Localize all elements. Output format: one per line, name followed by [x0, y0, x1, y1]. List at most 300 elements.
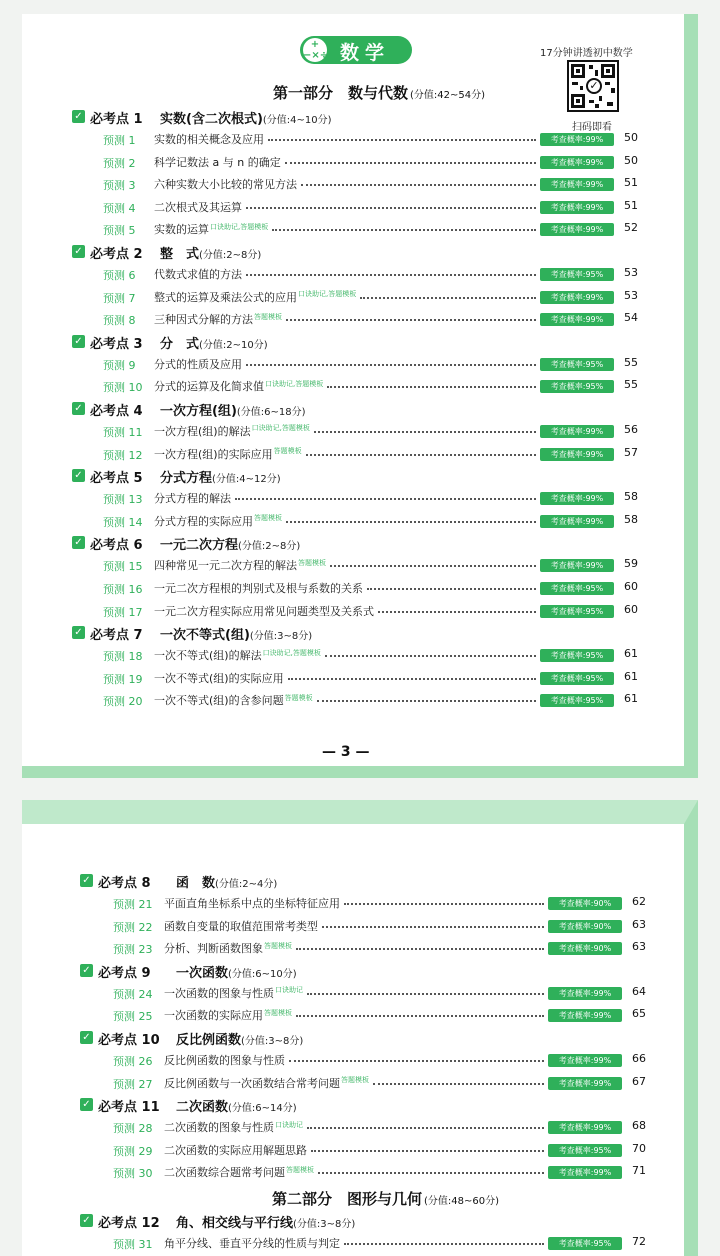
section-title-text: 分 式: [160, 336, 200, 352]
item-title: [154, 266, 242, 282]
item-title: [164, 1119, 303, 1135]
toc-item[interactable]: [113, 1141, 646, 1161]
leader-dots: [306, 454, 536, 456]
section-label: 必考点 2: [90, 247, 143, 262]
section-score: (分值:2~10分): [199, 339, 268, 351]
leader-dots: [246, 274, 536, 276]
leader-dots: [327, 386, 536, 388]
page-number: 61: [624, 669, 638, 683]
item-label: 预测 30: [113, 1167, 153, 1181]
item-title-text: 整式的运算及乘法公式的应用: [154, 290, 297, 304]
section-title-text: 二次函数: [176, 1100, 229, 1116]
item-title: [154, 378, 323, 394]
item-label: 预测 19: [103, 672, 143, 686]
probability-badge: 考查概率:99%: [548, 987, 622, 1000]
item-note: 口诀助记,答题模板: [298, 289, 357, 298]
section-title: [160, 108, 332, 127]
section-label: 必考点 10: [98, 1033, 160, 1048]
leader-dots: [317, 700, 536, 702]
section-header: [80, 1096, 656, 1116]
item-label: 预测 22: [113, 920, 153, 934]
section-score: (分值:6~14分): [228, 1103, 297, 1115]
item-title-text: 角平分线、垂直平分线的性质与判定: [164, 1237, 340, 1250]
item-title: [164, 985, 303, 1001]
item-title-text: 分式的运算及化简求值: [154, 380, 264, 394]
leader-dots: [296, 1015, 544, 1017]
toc-item[interactable]: [103, 646, 638, 666]
checkbox-icon: ✓: [80, 964, 93, 977]
item-label: 预测 17: [103, 605, 143, 619]
leader-dots: [344, 1243, 544, 1245]
item-title-text: 实数的运算: [154, 223, 209, 237]
section-title-text: 一元二次方程: [160, 538, 239, 554]
item-title-text: 一元二次方程根的判别式及根与系数的关系: [154, 582, 363, 595]
checkbox-icon: ✓: [72, 245, 85, 258]
probability-badge: 考查概率:99%: [548, 1077, 622, 1090]
item-title-text: 二次函数的实际应用解题思路: [164, 1143, 307, 1157]
leader-dots: [311, 1150, 544, 1152]
probability-badge: 考查概率:95%: [540, 380, 614, 393]
section-title-text: 反比例函数: [176, 1033, 242, 1048]
part-title-text: 第二部分 图形与几何: [272, 1190, 423, 1208]
leader-dots: [373, 1083, 544, 1085]
item-label: 预测 1: [103, 134, 136, 147]
item-title-text: 三种因式分解的方法: [154, 313, 253, 327]
item-note: 口诀助记,答题模板: [251, 424, 310, 433]
probability-badge: 考查概率:95%: [540, 358, 614, 371]
item-title-text: 一次方程(组)的解法: [154, 425, 251, 438]
leader-dots: [235, 498, 536, 500]
math-operators-icon: +−×÷: [303, 39, 329, 61]
leader-dots: [296, 948, 544, 950]
item-title-text: 反比例函数与一次函数结合常考问题: [164, 1076, 340, 1090]
section-title: [176, 872, 277, 891]
item-title: [164, 1235, 340, 1251]
page-number: 60: [624, 602, 638, 616]
toc-item[interactable]: [103, 265, 638, 285]
item-note: 答题模板: [286, 1165, 314, 1174]
toc-item[interactable]: [103, 153, 638, 173]
section-title-text: 一次方程(组): [160, 404, 237, 419]
item-title: [154, 221, 268, 237]
item-title-text: 四种常见一元二次方程的解法: [154, 559, 297, 573]
probability-badge: 考查概率:99%: [540, 156, 614, 169]
section-header: [72, 467, 648, 487]
item-note: 口诀助记: [275, 986, 303, 995]
page-number: 68: [632, 1119, 646, 1133]
section-title-text: 分式方程: [160, 471, 213, 487]
item-note: 口诀助记,答题模板: [210, 222, 269, 231]
item-title-text: 一次方程(组)的实际应用: [154, 447, 273, 461]
section-title-text: 角、相交线与平行线: [176, 1216, 294, 1231]
section-title: [160, 400, 306, 419]
item-title: [164, 895, 340, 911]
item-label: 预测 24: [113, 987, 153, 1001]
item-title: [154, 154, 281, 170]
checkbox-icon: ✓: [80, 1214, 93, 1227]
item-title: [164, 1142, 307, 1158]
item-label: 预测 5: [103, 224, 136, 238]
item-note: 口诀助记,答题模板: [262, 648, 321, 657]
item-note: 答题模板: [273, 446, 302, 455]
section-header: [72, 624, 648, 644]
leader-dots: [272, 229, 536, 231]
part-title: [272, 1188, 499, 1209]
qr-code-icon[interactable]: [567, 60, 619, 112]
item-note: 答题模板: [284, 693, 313, 702]
probability-badge: 考查概率:95%: [540, 694, 614, 707]
section-label: 必考点 1: [90, 112, 143, 127]
item-note: 答题模板: [254, 514, 282, 523]
probability-badge: 考查概率:99%: [540, 515, 614, 528]
probability-badge: 考查概率:99%: [540, 425, 614, 438]
item-label: 预测 26: [113, 1055, 153, 1068]
item-title: [154, 580, 363, 596]
toc-item[interactable]: [113, 1006, 646, 1026]
item-title-text: 一次函数的图象与性质: [164, 986, 274, 1000]
toc-item[interactable]: [113, 917, 646, 937]
item-label: 预测 27: [113, 1077, 153, 1091]
item-title: [164, 1164, 314, 1180]
item-title: [154, 557, 326, 573]
item-label: 预测 13: [103, 493, 143, 507]
toc-item[interactable]: [113, 1074, 646, 1094]
checkbox-icon: ✓: [72, 335, 85, 348]
item-label: 预测 14: [103, 515, 143, 529]
section-label: 必考点 8: [98, 876, 151, 891]
section-label: 必考点 3: [90, 336, 143, 352]
section-label: 必考点 4: [90, 404, 143, 419]
section-header: [80, 1212, 656, 1232]
item-label: 预测 25: [113, 1010, 153, 1024]
page-number: 51: [624, 176, 638, 190]
subject-title: 数学: [340, 42, 391, 64]
toc-item[interactable]: [103, 220, 638, 240]
item-label: 预测 9: [103, 358, 136, 372]
leader-dots: [286, 521, 536, 523]
toc-item[interactable]: [103, 310, 638, 330]
check-mark-icon: ✓: [586, 78, 602, 94]
leader-dots: [367, 588, 536, 590]
leader-dots: [318, 1172, 544, 1174]
section-title-text: 实数(含二次根式): [160, 112, 263, 127]
leader-dots: [301, 184, 536, 186]
section-label: 必考点 12: [98, 1216, 160, 1231]
section-title-text: 函 数: [176, 876, 216, 891]
item-label: 预测 8: [103, 314, 136, 328]
section-header: [72, 534, 648, 554]
checkbox-icon: ✓: [80, 1031, 93, 1044]
item-note: 口诀助记,答题模板: [265, 379, 324, 388]
toc-item[interactable]: [103, 288, 638, 308]
section-title: [160, 333, 268, 352]
page-number: — 3 —: [322, 744, 370, 760]
leader-dots: [289, 1060, 544, 1062]
leader-dots: [314, 431, 536, 433]
page-number: 50: [624, 131, 638, 144]
item-title: [154, 513, 282, 529]
toc-item[interactable]: [103, 445, 638, 465]
section-score: (分值:2~4分): [215, 879, 278, 890]
item-label: 预测 11: [103, 426, 143, 439]
item-label: 预测 6: [103, 269, 136, 282]
probability-badge: 考查概率:90%: [548, 897, 622, 910]
page-number: 58: [624, 490, 638, 504]
item-title: [154, 603, 374, 619]
item-title-text: 二次函数综合题常考问题: [164, 1166, 285, 1180]
section-score: (分值:4~10分): [262, 115, 332, 126]
toc-item[interactable]: [103, 669, 638, 689]
toc-item[interactable]: [103, 512, 638, 532]
item-title-text: 分式方程的实际应用: [154, 514, 253, 528]
checkbox-icon: ✓: [72, 110, 85, 123]
page-number: 58: [624, 512, 638, 526]
leader-dots: [330, 565, 536, 567]
leader-dots: [344, 903, 544, 905]
probability-badge: 考查概率:99%: [540, 223, 614, 236]
item-label: 预测 23: [113, 943, 153, 957]
item-label: 预测 18: [103, 650, 143, 664]
item-title: [154, 446, 302, 462]
section-title-text: 一次不等式(组): [160, 628, 250, 644]
leader-dots: [307, 993, 544, 995]
item-title: [154, 490, 231, 506]
probability-badge: 考查概率:99%: [540, 559, 614, 572]
checkbox-icon: ✓: [80, 1098, 93, 1111]
section-header: [80, 872, 656, 892]
checkbox-icon: ✓: [72, 402, 85, 415]
probability-badge: 考查概率:95%: [548, 1237, 622, 1250]
item-title-text: 六种实数大小比较的常见方法: [154, 178, 297, 192]
section-label: 必考点 7: [90, 628, 143, 644]
section-title-text: 整 式: [160, 247, 200, 262]
item-title: [154, 199, 242, 215]
checkbox-icon: ✓: [72, 469, 85, 482]
item-label: 预测 7: [103, 291, 136, 305]
checkbox-icon: ✓: [72, 626, 85, 639]
toc-item[interactable]: [103, 422, 638, 442]
probability-badge: 考查概率:99%: [548, 1166, 622, 1179]
probability-badge: 考查概率:99%: [548, 1121, 622, 1134]
page-number: 57: [624, 445, 638, 459]
section-header: [72, 243, 648, 263]
item-note: 答题模板: [254, 312, 282, 321]
section-score: (分值:2~8分): [199, 250, 262, 261]
section-score: (分值:4~12分): [212, 474, 281, 486]
page-number: 63: [632, 940, 646, 954]
item-title-text: 二次函数的图象与性质: [164, 1121, 274, 1135]
page-number: 64: [632, 984, 646, 998]
item-label: 预测 2: [103, 156, 136, 170]
page-number: 55: [624, 378, 638, 392]
item-label: 预测 16: [103, 583, 143, 596]
item-title: [164, 940, 292, 956]
leader-dots: [378, 611, 536, 613]
probability-badge: 考查概率:95%: [540, 605, 614, 618]
probability-badge: 考查概率:99%: [540, 313, 614, 326]
section-title: [160, 467, 281, 486]
page-number: 52: [624, 221, 638, 235]
section-header: [80, 962, 656, 982]
probability-badge: 考查概率:99%: [540, 133, 614, 146]
toc-item[interactable]: [103, 198, 638, 218]
probability-badge: 考查概率:99%: [540, 492, 614, 505]
page-number: 50: [624, 153, 638, 167]
leader-dots: [268, 139, 536, 141]
toc-item[interactable]: [103, 377, 638, 397]
probability-badge: 考查概率:99%: [540, 448, 614, 461]
item-title-text: 二次根式及其运算: [154, 200, 242, 214]
item-title-text: 一元二次方程实际应用常见问题类型及关系式: [154, 604, 374, 618]
item-title-text: 一次不等式(组)的含参问题: [154, 694, 284, 708]
toc-item[interactable]: [113, 1051, 646, 1071]
probability-badge: 考查概率:99%: [540, 201, 614, 214]
item-label: 预测 29: [113, 1144, 153, 1158]
leader-dots: [322, 926, 544, 928]
page-number: 61: [624, 647, 638, 661]
item-title-text: 分式的性质及应用: [154, 357, 242, 371]
item-title-text: 一次不等式(组)的实际应用: [154, 671, 284, 685]
item-label: 预测 21: [113, 898, 153, 911]
section-title: [176, 962, 297, 981]
item-title-text: 分析、判断函数图象: [164, 942, 263, 956]
checkbox-icon: ✓: [80, 874, 93, 887]
section-label: 必考点 5: [90, 471, 143, 487]
part-title: 第一部分 数与代数 (分值:42~54分): [273, 84, 486, 102]
item-label: 预测 12: [103, 448, 143, 462]
item-title-text: 一次不等式(组)的解法: [154, 649, 262, 663]
toc-item[interactable]: [113, 1163, 646, 1183]
page-number: 65: [632, 1007, 646, 1021]
item-title: [164, 1007, 292, 1023]
leader-dots: [285, 162, 536, 164]
item-label: 预测 20: [103, 695, 143, 709]
section-title: [160, 624, 312, 643]
toc-item[interactable]: [113, 984, 646, 1004]
section-score: (分值:3~8分): [241, 1036, 304, 1047]
item-note: 答题模板: [341, 1075, 369, 1084]
qr-scan-label: 扫码即看: [572, 122, 612, 133]
page-number: 62: [632, 895, 646, 908]
item-title-text: 代数式求值的方法: [154, 268, 242, 281]
probability-badge: 考查概率:95%: [540, 268, 614, 281]
toc-item[interactable]: [103, 602, 638, 622]
item-title-text: 函数自变量的取值范围常考类型: [164, 919, 318, 933]
item-title: [154, 423, 310, 439]
item-title: [154, 692, 313, 708]
section-header: [72, 108, 648, 128]
section-title: [176, 1029, 303, 1048]
probability-badge: 考查概率:95%: [540, 649, 614, 662]
item-note: 口诀助记: [275, 1120, 303, 1129]
item-title: [164, 1075, 369, 1091]
toc-item[interactable]: [113, 1234, 646, 1254]
toc-item[interactable]: [103, 130, 638, 150]
section-score: (分值:6~10分): [228, 968, 297, 980]
section-title: [176, 1212, 355, 1231]
subject-header: [300, 36, 412, 64]
toc-item[interactable]: [113, 1118, 646, 1138]
item-note: 答题模板: [298, 558, 326, 567]
item-label: 预测 15: [103, 560, 143, 574]
item-title-text: 分式方程的解法: [154, 492, 231, 506]
section-header: [72, 400, 648, 420]
item-title-text: 一次函数的实际应用: [164, 1009, 263, 1023]
item-title: [164, 918, 318, 934]
section-score: (分值:2~8分): [238, 541, 301, 553]
section-score: (分值:3~8分): [249, 631, 313, 643]
probability-badge: 考查概率:95%: [540, 582, 614, 595]
section-label: 必考点 9: [98, 965, 151, 981]
page-number: 56: [624, 423, 638, 436]
item-title: [164, 1052, 285, 1068]
toc-item[interactable]: [103, 175, 638, 195]
probability-badge: 考查概率:90%: [548, 920, 622, 933]
toc-item[interactable]: [103, 355, 638, 375]
page-number: 70: [632, 1141, 646, 1155]
toc-page-2: [22, 800, 698, 1256]
item-label: 预测 28: [113, 1122, 153, 1136]
section-title: [160, 534, 300, 553]
section-title: [160, 243, 261, 262]
leader-dots: [288, 678, 536, 680]
leader-dots: [307, 1127, 544, 1129]
probability-badge: 考查概率:99%: [548, 1009, 622, 1022]
item-title-text: 反比例函数的图象与性质: [164, 1054, 285, 1067]
page-number: 59: [624, 557, 638, 571]
toc-item[interactable]: [113, 894, 646, 914]
toc-item[interactable]: [103, 489, 638, 509]
probability-badge: 考查概率:90%: [548, 942, 622, 955]
page-number: 61: [624, 692, 638, 706]
page-number: 53: [624, 288, 638, 302]
page-number: 71: [632, 1164, 646, 1178]
leader-dots: [246, 207, 536, 209]
item-title-text: 平面直角坐标系中点的坐标特征应用: [164, 897, 340, 910]
page-number: 54: [624, 311, 638, 325]
item-label: 预测 31: [113, 1238, 153, 1251]
page-number: 60: [624, 580, 638, 593]
page-number: 67: [632, 1074, 646, 1088]
leader-dots: [246, 364, 536, 366]
toc-item[interactable]: [103, 556, 638, 576]
item-label: 预测 10: [103, 381, 143, 395]
section-label: 必考点 11: [98, 1100, 160, 1116]
toc-item[interactable]: [103, 579, 638, 599]
item-note: 答题模板: [264, 941, 292, 950]
page-number: 63: [632, 917, 646, 931]
toc-item[interactable]: [103, 691, 638, 711]
item-title: [154, 356, 242, 372]
qr-caption: 17分钟讲透初中数学: [540, 48, 633, 59]
page-number: 55: [624, 355, 638, 369]
toc-item[interactable]: [113, 939, 646, 959]
item-title-text: 实数的相关概念及应用: [154, 133, 264, 146]
probability-badge: 考查概率:99%: [548, 1054, 622, 1067]
probability-badge: 考查概率:99%: [540, 291, 614, 304]
section-score: (分值:6~18分): [236, 407, 306, 418]
item-title-text: 科学记数法 a 与 n 的确定: [154, 155, 281, 169]
section-header: [72, 333, 648, 353]
page-number: 72: [632, 1235, 646, 1248]
toc-page-1: [22, 14, 698, 778]
leader-dots: [325, 655, 536, 657]
item-title: [154, 311, 282, 327]
item-title: [154, 670, 284, 686]
leader-dots: [360, 297, 536, 299]
page-number: 51: [624, 198, 638, 212]
probability-badge: 考查概率:99%: [540, 178, 614, 191]
